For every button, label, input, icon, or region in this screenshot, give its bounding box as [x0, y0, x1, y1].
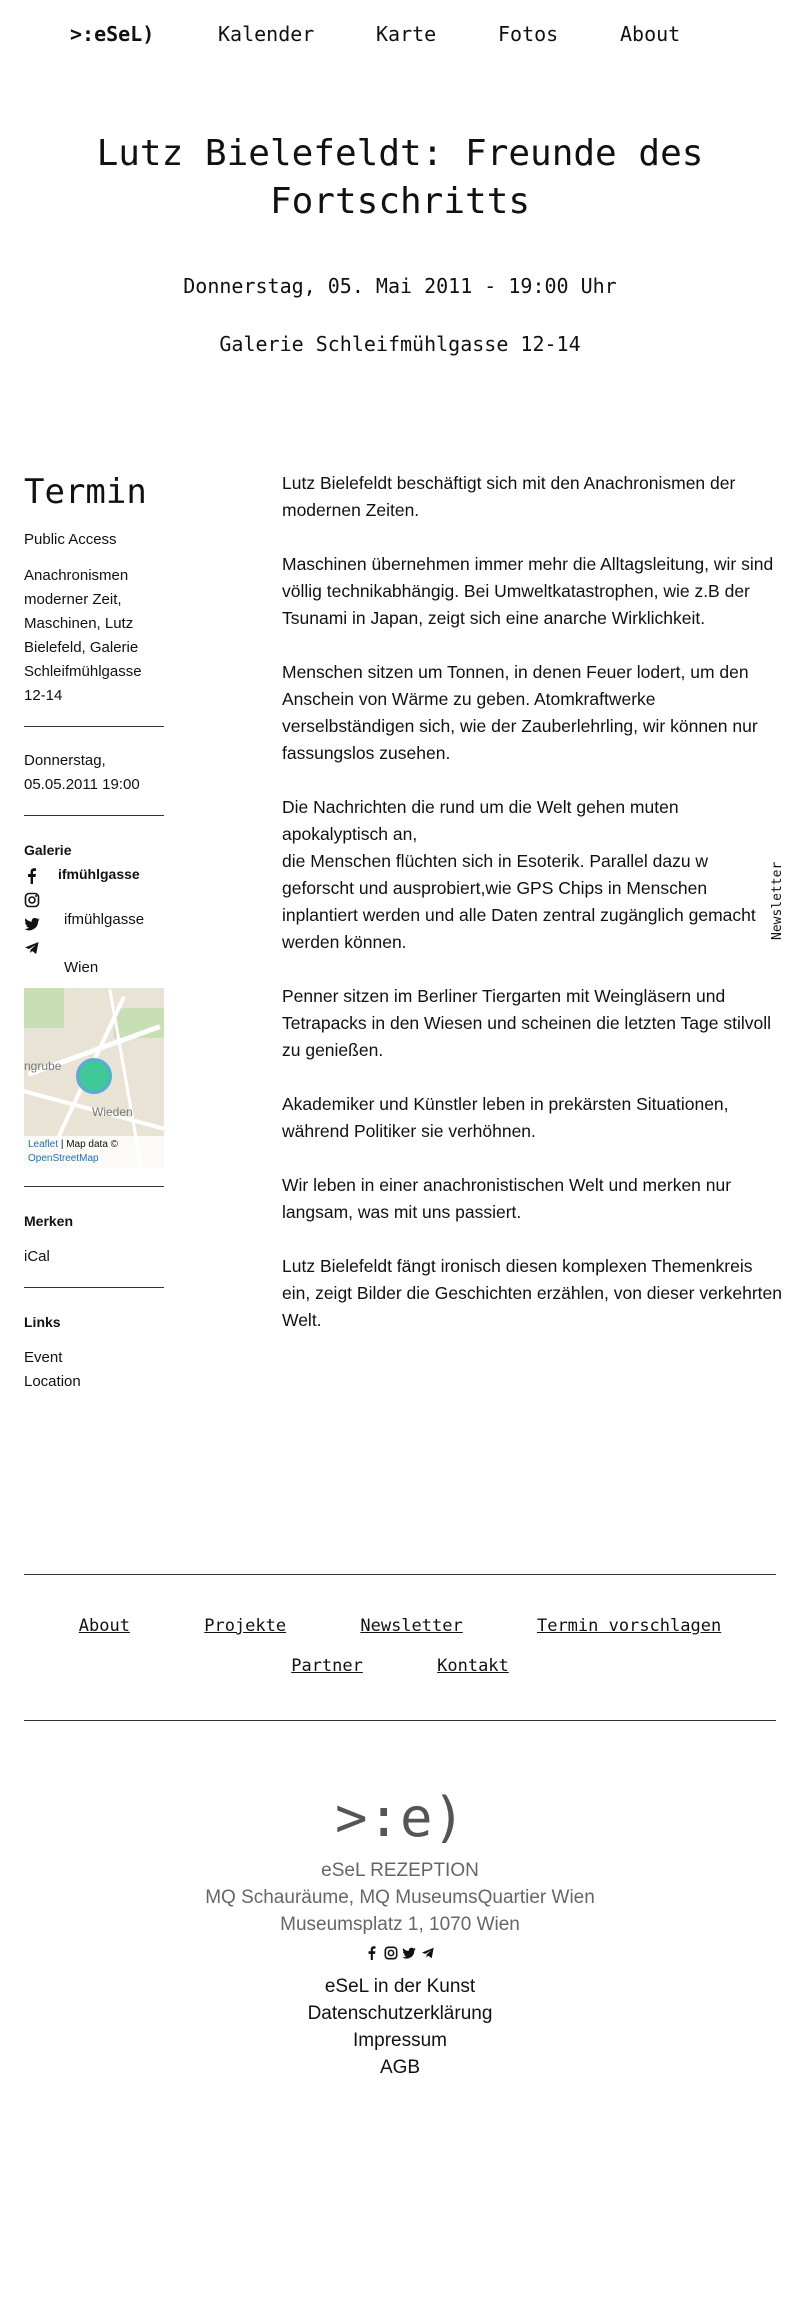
event-header — [60, 130, 740, 356]
footer-link-impressum[interactable]: Impressum — [353, 2030, 447, 2051]
description-paragraph: Die Nachrichten die rund um die Welt gehen muten apokalyptisch an, — [282, 797, 679, 844]
divider — [24, 726, 164, 727]
venue-street: ifmühlgasse — [64, 911, 145, 928]
event-link[interactable]: Event — [24, 1349, 63, 1366]
description-paragraph: Lutz Bielefeldt beschäftigt sich mit den Anachronismen der modernen Zeiten. — [282, 473, 736, 520]
divider — [24, 815, 164, 816]
telegram-icon[interactable] — [24, 940, 40, 956]
access-type: Public Access — [24, 531, 117, 548]
event-date: Donnerstag, 05. Mai 2011 - 19:00 Uhr — [183, 274, 617, 298]
venue-label: Galerie — [24, 842, 72, 858]
page-title: Lutz Bielefeldt: Freunde des Fortschritts — [96, 133, 704, 222]
twitter-icon[interactable] — [402, 1946, 416, 1960]
top-navigation — [70, 22, 710, 52]
venue-map[interactable] — [24, 988, 164, 1168]
facebook-icon[interactable] — [24, 868, 40, 884]
links-label: Links — [24, 1314, 61, 1330]
footer-logo[interactable]: >:e) — [334, 1786, 466, 1849]
map-place-label: Wieden — [92, 1105, 133, 1119]
footer-info — [0, 1786, 800, 2081]
newsletter-tab[interactable]: Newsletter — [770, 861, 785, 940]
description-paragraph: Maschinen übernehmen immer mehr die Alltagsleitung, wir sind völlig technikabhängig. Bei Umweltkatastrophen, wie z.B der Tsunami in Japan, zeigt sich eine anarche Wirklichkeit. — [282, 554, 774, 628]
footer-social-icons — [0, 1946, 800, 1965]
instagram-icon[interactable] — [384, 1946, 398, 1960]
ical-link[interactable]: iCal — [24, 1248, 50, 1265]
description-paragraph: Wir leben in einer anachronistischen Welt und merken nur langsam, was mit uns passiert. — [282, 1175, 732, 1222]
description-paragraph: Akademiker und Künstler leben in prekärsten Situationen, während Politiker sie verhöhnen. — [282, 1094, 729, 1141]
nav-karte[interactable]: Karte — [376, 22, 437, 46]
event-sidebar — [24, 470, 164, 1394]
event-description — [282, 470, 782, 1361]
map-place-label: ngrube — [24, 1059, 62, 1073]
footer-link-kunst[interactable]: eSeL in der Kunst — [324, 1976, 476, 1997]
osm-link[interactable]: OpenStreetMap — [28, 1153, 99, 1164]
merken-label: Merken — [24, 1213, 74, 1229]
twitter-icon[interactable] — [24, 916, 40, 932]
footer-nav-row1 — [24, 1616, 776, 1636]
instagram-icon[interactable] — [24, 892, 40, 908]
footer-link-agb[interactable]: AGB — [379, 2057, 421, 2078]
footer-divider — [24, 1574, 776, 1575]
description-paragraph: Lutz Bielefeldt fängt ironisch diesen komplexen Themenkreis ein, zeigt Bilder die Geschichten erzählen, von dieser verkehrten Welt. — [282, 1256, 782, 1330]
footer-link-partner[interactable]: Partner — [291, 1656, 363, 1676]
footer-nav-row2 — [24, 1656, 776, 1676]
footer-link-termin-vorschlagen[interactable]: Termin vorschlagen — [536, 1616, 722, 1636]
sidebar-heading: Termin — [24, 472, 147, 512]
footer-link-kontakt[interactable]: Kontakt — [437, 1656, 509, 1676]
leaflet-link[interactable]: Leaflet — [28, 1139, 59, 1150]
telegram-icon[interactable] — [421, 1946, 435, 1960]
logo[interactable]: >:eSeL) — [70, 22, 155, 46]
map-attr-text: | Map data © — [60, 1139, 119, 1150]
venue-city: Wien — [64, 959, 99, 976]
nav-about[interactable]: About — [620, 22, 681, 46]
footer-link-newsletter[interactable]: Newsletter — [360, 1616, 463, 1636]
footer-link-datenschutz[interactable]: Datenschutzerklärung — [307, 2003, 493, 2024]
venue-name: ifmühlgasse — [58, 866, 140, 882]
map-marker-icon[interactable] — [76, 1058, 112, 1094]
footer-divider — [24, 1720, 776, 1721]
footer-org: eSeL REZEPTION — [321, 1860, 479, 1881]
divider — [24, 1287, 164, 1288]
description-paragraph: Menschen sitzen um Tonnen, in denen Feuer lodert, um den Anschein von Wärme zu geben. Atomkraftwerke verselbständigen sich, wie der Zauberlehrling, wir können nur fassungslos zusehen. — [282, 662, 758, 763]
nav-fotos[interactable]: Fotos — [498, 22, 559, 46]
event-tags: Anachronismen moderner Zeit, Maschinen, Lutz Bielefeld, Galerie Schleifmühlgasse 12-14 — [24, 567, 142, 704]
footer-address: Museumsplatz 1, 1070 Wien — [280, 1914, 520, 1935]
venue-block — [24, 838, 164, 988]
description-paragraph: Penner sitzen im Berliner Tiergarten mit Weingläsern und Tetrapacks in den Wiesen und scheinen die letzten Tage stilvoll zu genießen. — [282, 986, 771, 1060]
map-attribution — [24, 1136, 164, 1168]
description-paragraph: die Menschen flüchten sich in Esoterik. Parallel dazu w geforscht und ausprobiert,wie GPS Chips in Menschen inplantiert werden und alle Daten zentral zugänglich gemacht werden können. — [282, 851, 756, 952]
event-venue: Galerie Schleifmühlgasse 12-14 — [219, 332, 581, 356]
share-icons — [24, 868, 44, 964]
footer-location: MQ Schauräume, MQ MuseumsQuartier Wien — [205, 1887, 595, 1908]
nav-kalender[interactable]: Kalender — [218, 22, 315, 46]
footer-link-about[interactable]: About — [78, 1616, 130, 1636]
location-link[interactable]: Location — [24, 1373, 81, 1390]
divider — [24, 1186, 164, 1187]
event-datetime: Donnerstag, 05.05.2011 19:00 — [24, 752, 140, 793]
footer-link-projekte[interactable]: Projekte — [204, 1616, 287, 1636]
facebook-icon[interactable] — [365, 1946, 379, 1960]
